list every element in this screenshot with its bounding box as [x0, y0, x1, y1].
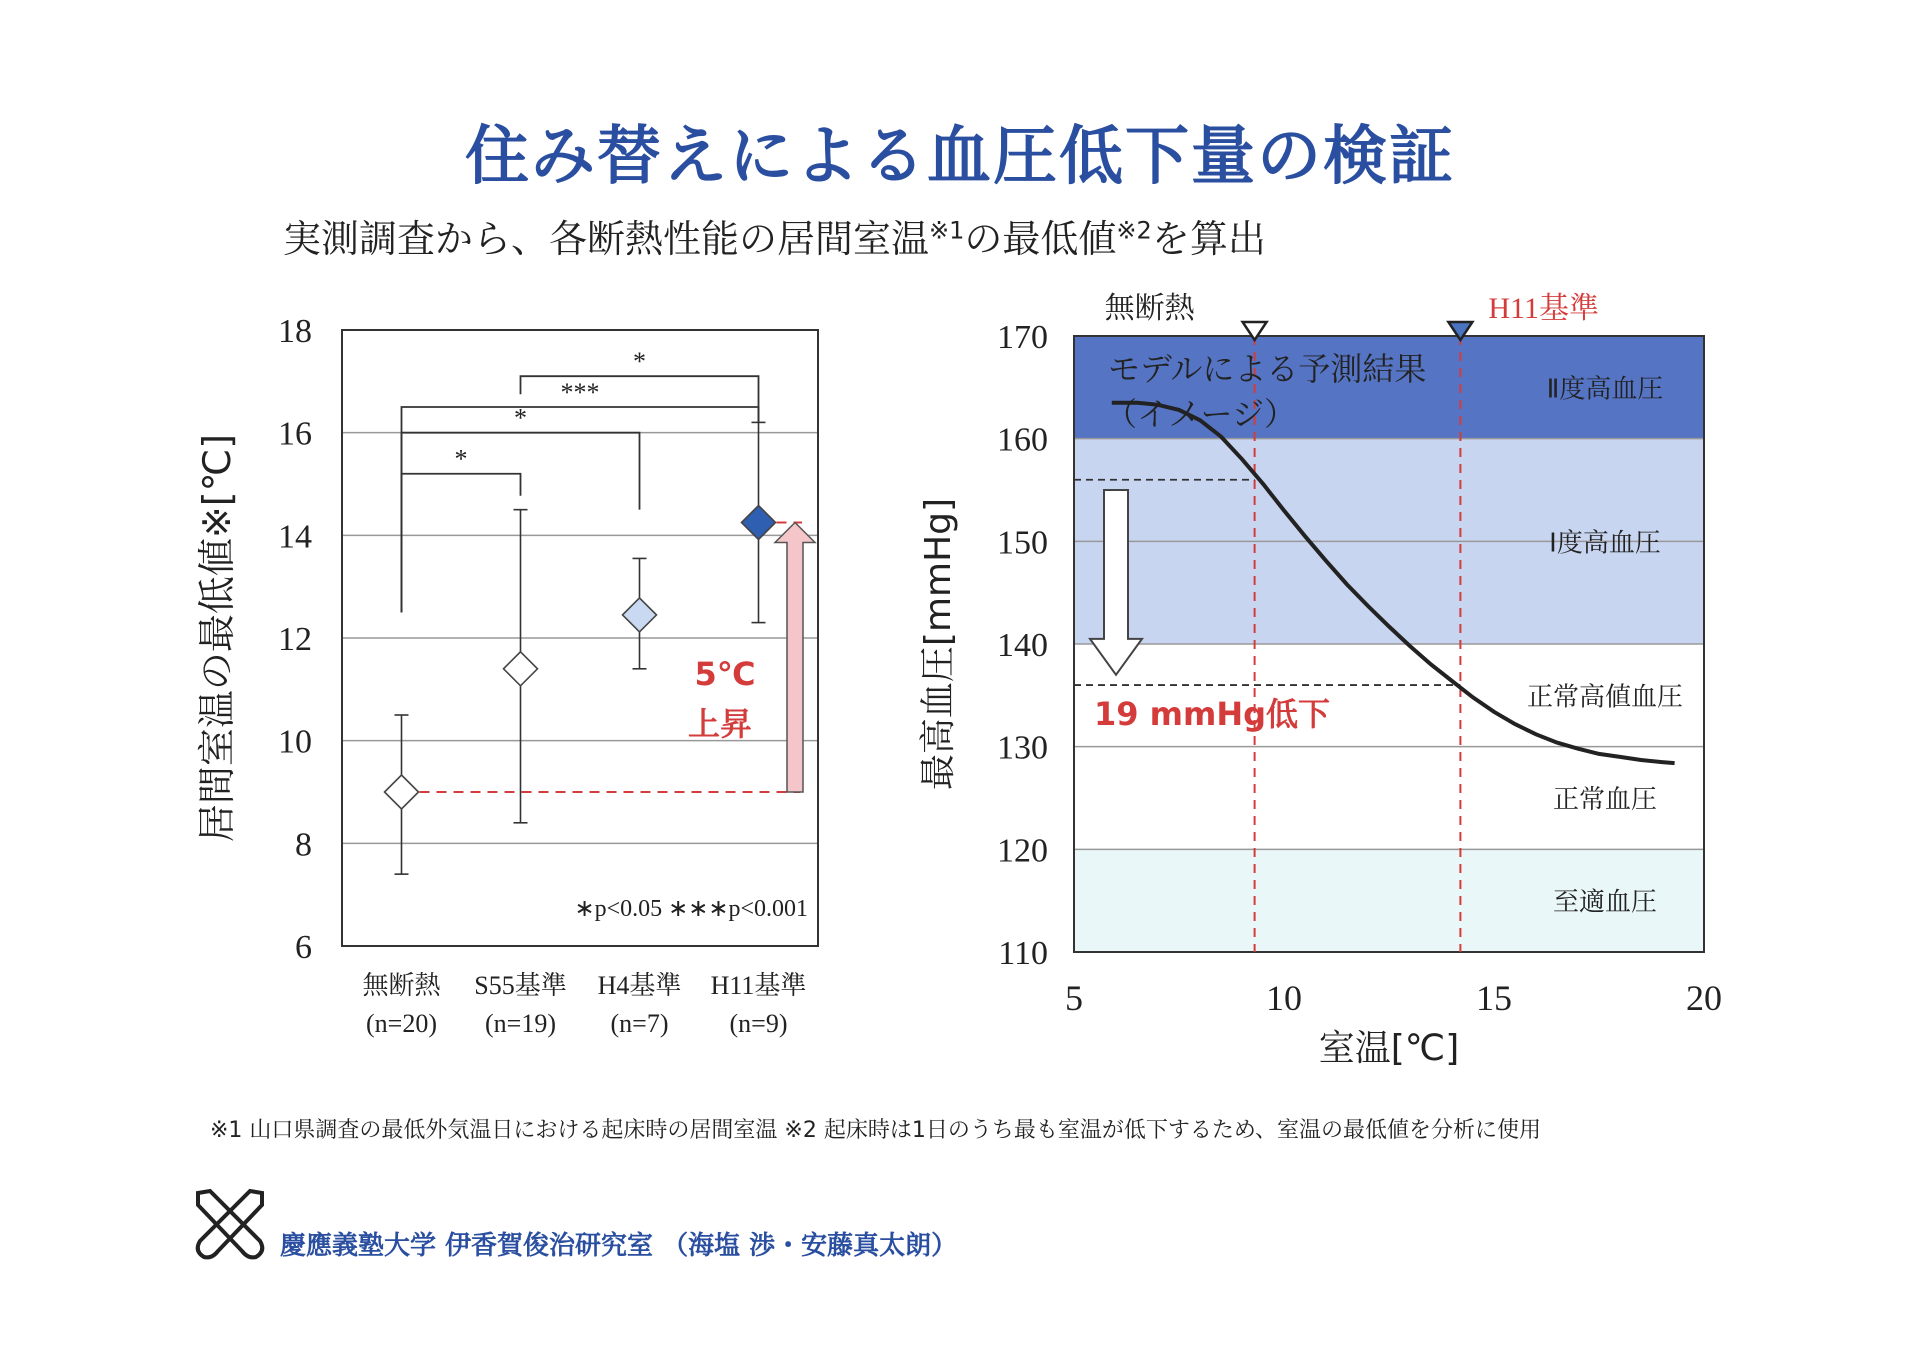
curve-label-line1: モデルによる予測結果: [1108, 350, 1427, 388]
left-x-category-label: H4基準: [597, 971, 682, 1000]
mean-point: [385, 775, 419, 809]
right-y-tick-label: 170: [997, 319, 1048, 356]
subtitle-part2: の最低値: [964, 217, 1117, 261]
right-y-tick-label: 130: [997, 729, 1048, 767]
left-y-tick-label: 12: [278, 621, 312, 658]
error-bars: [395, 422, 766, 874]
right-y-tick-label: 150: [997, 524, 1048, 562]
subtitle-part3: を算出: [1151, 217, 1266, 261]
marker-label: 無断熱: [1104, 291, 1195, 326]
right-y-tick-label: 110: [998, 935, 1048, 972]
left-x-n-label: (n=20): [366, 1009, 437, 1038]
right-y-tick-label: 160: [997, 421, 1048, 459]
significance-brackets: [402, 347, 759, 612]
left-y-tick-label: 10: [278, 723, 312, 761]
subtitle-part1: 実測調査から、各断熱性能の居間室温: [283, 217, 930, 261]
left-y-ticks: [278, 313, 312, 966]
left-x-n-label: (n=9): [729, 1009, 788, 1038]
left-y-tick-label: 6: [295, 929, 312, 966]
right-y-axis-label: 最高血圧[mmHg]: [918, 497, 959, 791]
mean-point: [504, 652, 538, 686]
right-x-axis-label: 室温[℃]: [1318, 1028, 1460, 1069]
significance-mark: *: [454, 444, 468, 474]
band-label: Ⅱ度高血圧: [1546, 374, 1664, 405]
left-y-tick-label: 18: [278, 313, 312, 350]
mean-point: [742, 506, 776, 540]
left-y-axis-label: 居間室温の最低値※[℃]: [195, 433, 239, 843]
rise-arrow: [420, 523, 816, 793]
lab-logo-icon: [190, 1185, 270, 1265]
footnote: ※1 山口県調査の最低外気温日における起床時の居間室温 ※2 起床時は1日のうち最も室温が低下するため、室温の最低値を分析に使用: [210, 1118, 1541, 1143]
right-x-tick-label: 15: [1476, 978, 1512, 1018]
subtitle-note1: ※1: [929, 216, 965, 245]
drop-label: 19 mmHg低下: [1094, 695, 1331, 733]
significance-bracket: [402, 474, 521, 613]
left-x-n-label: (n=19): [485, 1009, 556, 1038]
rise-arrow-shape: [775, 523, 815, 793]
band-label: Ⅰ度高血圧: [1549, 528, 1661, 559]
page-title: 住み替えによる血圧低下量の検証: [465, 120, 1455, 194]
right-chart: [900, 270, 1760, 1070]
left-y-tick-label: 16: [278, 415, 312, 453]
significance-mark: *: [633, 347, 646, 377]
left-x-category-label: 無断熱: [362, 971, 441, 1000]
left-x-category-label: S55基準: [474, 971, 567, 1000]
left-x-category-label: H11基準: [710, 971, 807, 1000]
left-x-labels: [362, 971, 806, 1038]
right-y-tick-label: 140: [997, 627, 1048, 664]
significance-mark: *: [514, 403, 527, 433]
right-x-tick-label: 20: [1686, 978, 1722, 1018]
left-y-tick-label: 8: [295, 826, 312, 864]
p-value-note: ∗p<0.05 ∗∗∗p<0.001: [574, 896, 808, 922]
left-x-n-label: (n=7): [610, 1009, 669, 1038]
band-label: 正常高値血圧: [1526, 682, 1684, 713]
left-gridlines: [342, 433, 818, 844]
mean-point: [623, 598, 657, 632]
right-x-tick-label: 10: [1266, 978, 1302, 1018]
page-subtitle: [283, 208, 1266, 263]
significance-mark: ***: [560, 378, 600, 407]
rise-label-text: 上昇: [687, 705, 753, 743]
band-label: 至適血圧: [1552, 887, 1658, 918]
band-label: 正常血圧: [1552, 785, 1658, 815]
footer-credit: 慶應義塾大学 伊香賀俊治研究室 （海塩 渉・安藤真太朗）: [280, 1231, 958, 1261]
right-x-tick-label: 5: [1065, 978, 1083, 1018]
subtitle-note2: ※2: [1116, 216, 1152, 245]
significance-bracket: [521, 376, 759, 422]
curve-label-line2: （イメージ）: [1105, 395, 1297, 433]
left-y-tick-label: 14: [278, 518, 312, 556]
right-y-tick-label: 120: [997, 832, 1048, 870]
significance-bracket: [402, 407, 759, 612]
rise-label-temp: 5℃: [694, 655, 756, 693]
marker-label: H11基準: [1488, 292, 1599, 325]
